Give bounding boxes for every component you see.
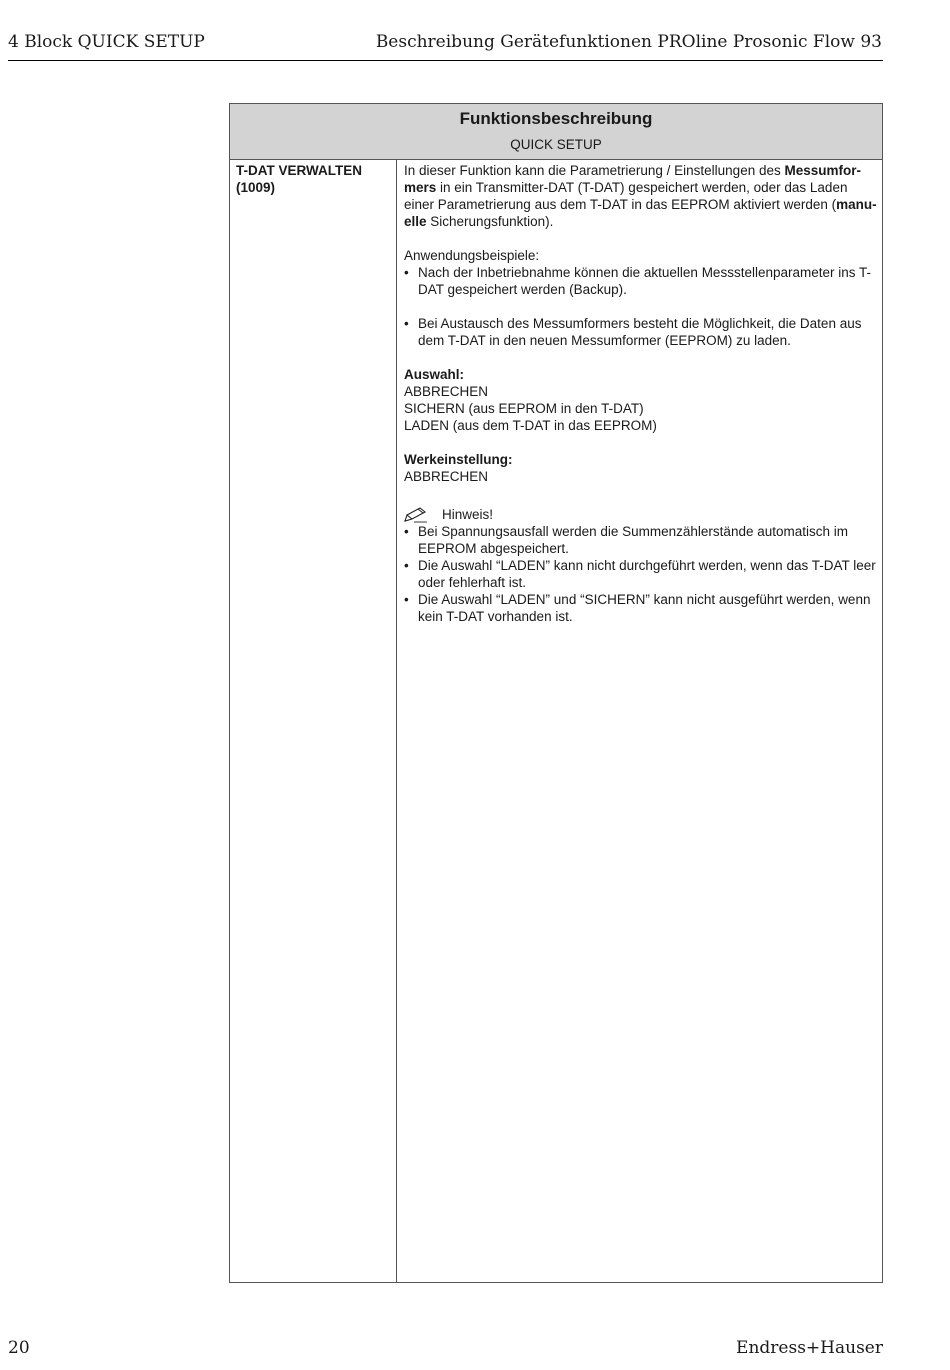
selection-option: LADEN (aus dem T-DAT in das EEPROM) [404,418,657,433]
example-text: Bei Austausch des Messumformers besteht die Möglichkeit, die Daten aus dem T-DAT in den neuen Messumformer (EEPROM) zu laden. [418,316,862,348]
table-body [230,160,882,1282]
note-text: Die Auswahl “LADEN” kann nicht durchgeführt werden, wenn das T-DAT leer oder fehlerhaft ist. [418,558,876,590]
intro-text-3: Sicherungsfunktion). [426,214,554,229]
intro-text-2: in ein Transmitter-DAT (T-DAT) gespeichert werden, oder das Laden einer Parametrierung aus dem T-DAT in das EEPROM aktiviert werden ( [404,180,848,212]
factory-setting-label: Werkeinstellung: [404,452,513,467]
note-heading [404,506,879,523]
note-label: Hinweis! [442,507,494,522]
list-item: • Bei Austausch des Messumformers besteht die Möglichkeit, die Daten aus dem T-DAT in den neuen Messumformer (EEPROM) zu laden. [404,315,879,349]
brand-name: Endress+Hauser [736,1338,883,1358]
table-subtitle: QUICK SETUP [510,137,602,152]
document-title: Beschreibung Gerätefunktionen PROline Prosonic Flow 93 [375,32,882,52]
function-code: (1009) [236,180,276,195]
selection-option: SICHERN (aus EEPROM in den T-DAT) [404,401,644,416]
list-item: • Die Auswahl “LADEN” und “SICHERN” kann nicht ausgeführt werden, wenn kein T-DAT vorhanden ist. [404,591,879,625]
intro-paragraph [404,162,879,230]
list-item: • Die Auswahl “LADEN” kann nicht durchgeführt werden, wenn das T-DAT leer oder fehlerhaft ist. [404,557,879,591]
note-text: Die Auswahl “LADEN” und “SICHERN” kann nicht ausgeführt werden, wenn kein T-DAT vorhanden ist. [418,592,871,624]
selection-option: ABBRECHEN [404,384,489,399]
factory-setting-value: ABBRECHEN [404,469,489,484]
example-text: Nach der Inbetriebnahme können die aktuellen Messstellenparameter ins T-DAT gespeichert werden (Backup). [418,265,872,297]
chapter-heading: 4 Block QUICK SETUP [8,32,205,52]
header-rule [8,60,883,61]
function-table [229,103,883,1283]
note-text: Bei Spannungsausfall werden die Summenzählerstände automatisch im EEPROM abgespeichert. [418,524,848,556]
list-item: • Nach der Inbetriebnahme können die aktuellen Messstellenparameter ins T-DAT gespeichert werden (Backup). [404,264,879,298]
examples-label: Anwendungsbeispiele: [404,248,540,263]
selection-label: Auswahl: [404,367,465,382]
intro-bold-2: manu-elle [404,197,877,229]
pencil-icon [404,506,428,523]
intro-bold-1: Messumfor-mers [404,163,861,195]
table-title: Funktionsbeschreibung [459,109,653,128]
function-description-cell [404,162,879,625]
intro-text-1: In dieser Funktion kann die Parametrierung / Einstellungen des [404,163,785,178]
list-item: • Bei Spannungsausfall werden die Summenzählerstände automatisch im EEPROM abgespeichert. [404,523,879,557]
table-header [230,104,882,160]
function-name: T-DAT VERWALTEN [236,163,362,178]
function-name-cell [230,160,397,1282]
page-number: 20 [8,1338,30,1358]
